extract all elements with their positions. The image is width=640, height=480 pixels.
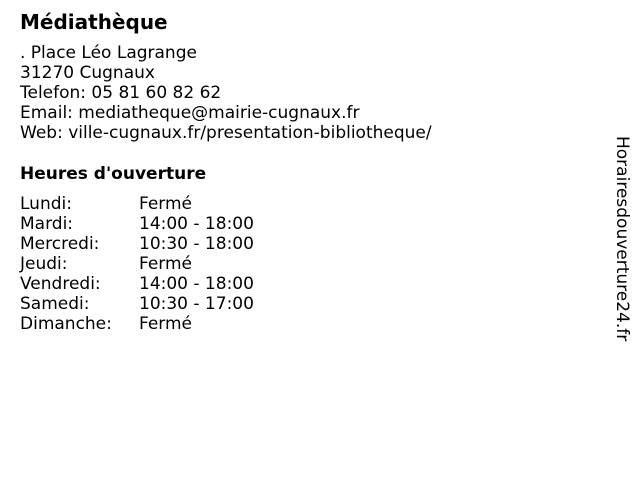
day-hours: Fermé [139,314,193,334]
day-label: Jeudi: [20,254,68,274]
hours-row-tuesday [20,214,254,234]
opening-hours-table [20,194,254,334]
day-hours: Fermé [139,194,193,214]
hours-row-thursday [20,254,254,274]
day-hours: 14:00 - 18:00 [139,214,254,234]
hours-row-friday [20,274,254,294]
page-title: Médiathèque [20,10,168,34]
phone-number: Telefon: 05 81 60 82 62 [20,83,222,103]
day-hours: 10:30 - 18:00 [139,234,254,254]
hours-row-wednesday [20,234,254,254]
day-label: Lundi: [20,194,72,214]
site-brand-vertical: Horairesdouverture24.fr [612,136,632,342]
day-label: Mercredi: [20,234,100,254]
hours-row-saturday [20,294,254,314]
website: Web: ville-cugnaux.fr/presentation-bibliotheque/ [20,123,432,143]
day-hours: 14:00 - 18:00 [139,274,254,294]
hours-row-monday [20,194,254,214]
day-label: Dimanche: [20,314,112,334]
address-block [20,43,432,143]
hours-row-sunday [20,314,254,334]
day-hours: Fermé [139,254,193,274]
day-label: Mardi: [20,214,74,234]
day-label: Samedi: [20,294,90,314]
street-address: . Place Léo Lagrange [20,43,197,63]
day-hours: 10:30 - 17:00 [139,294,254,314]
email-address: Email: mediatheque@mairie-cugnaux.fr [20,103,360,123]
opening-hours-heading: Heures d'ouverture [20,164,207,184]
day-label: Vendredi: [20,274,101,294]
city: 31270 Cugnaux [20,63,155,83]
